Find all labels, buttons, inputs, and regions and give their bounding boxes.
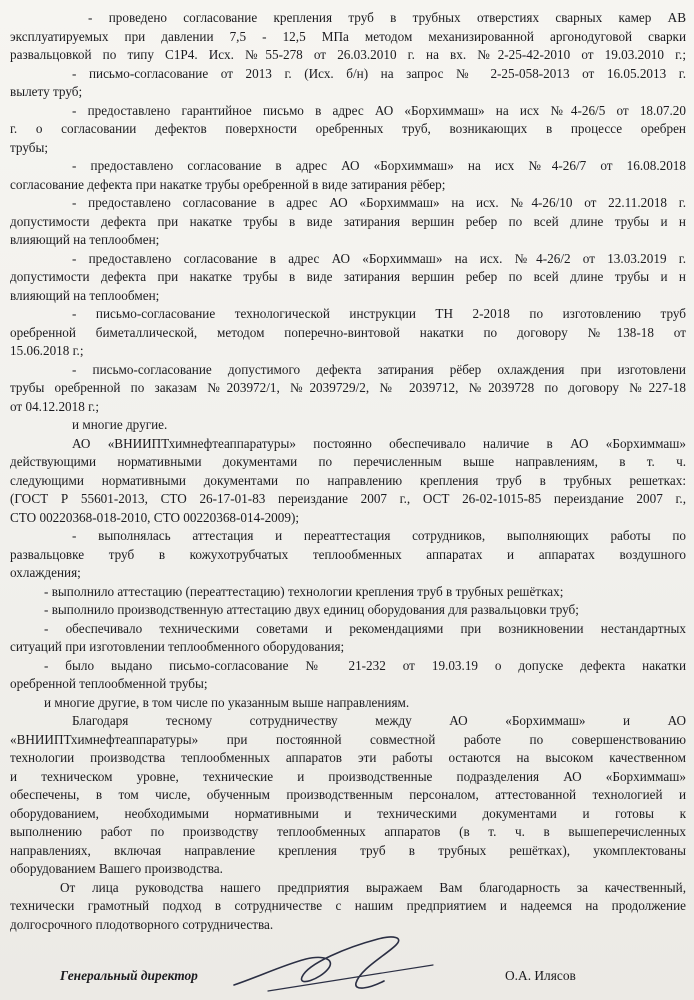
text-line: - предоставлено согласование в адрес АО «Борхиммаш» на исх. №4-26/2 от 13.03.2019 г. — [72, 250, 686, 266]
text-line: - проведено согласование крепления труб в трубных отверстиях сварных камер АВ — [88, 10, 686, 25]
text-line: - предоставлено согласование в адрес АО «Борхиммаш» на исх №4-26/7 от 16.08.2018 — [72, 158, 686, 173]
text-line: и многие другие, в том числе по указанным выше направлениям. — [44, 694, 410, 710]
text-line: развальцовке труб в кожухотрубчатых теплообменных аппаратах и аппаратах воздушного — [10, 546, 686, 562]
text-line: ситуаций при изготовлении теплообменного оборудования; — [10, 639, 345, 654]
text-line: влияющий на теплообмен; — [10, 232, 160, 247]
text-line: допустимости дефекта при накатке трубы в виде затирания вершин ребер по всей длине трубы и н — [10, 213, 686, 229]
text-line: согласование дефекта при накатке трубы оребренной в виде затирания рёбер; — [10, 176, 446, 192]
text-line: направлениях, включая направление крепления труб в трубных решётках), укомплектованы — [10, 842, 686, 858]
text-line: действующими нормативными документами по перечисленным выше направлениям, в т. ч. — [10, 454, 686, 469]
text-line: - выполнило аттестацию (переаттестацию) технологии крепления труб в трубных решётках; — [44, 583, 564, 599]
text-line: - выполнялась аттестация и переаттестация сотрудников, выполняющих работы по — [72, 528, 686, 543]
signatory-title: Генеральный директор — [60, 968, 198, 983]
text-line: технологии производства теплообменных аппаратов эти работы остаются на высоком качественном — [10, 750, 686, 765]
text-line: оборудованием Вашего производства. — [10, 861, 223, 876]
text-line: От лица руководства нашего предприятия выражаем Вам благодарность за качественный, — [60, 879, 686, 895]
text-line: обеспечены, в том числе, обученным производственным персоналом, аттестованной технологией и — [10, 787, 686, 802]
text-line: выполнению работ по производству теплообменных аппаратов (в т. ч. в вышеперечисленных — [10, 824, 686, 839]
text-line: эксплуатируемых при давлении 7,5 - 12,5 МПа методом механизированной аргонодуговой сварки — [10, 28, 686, 44]
text-line: трубы оребренной по заказам №203972/1, №2039729/2, № 2039712, №2039728 по договору №227-18 — [10, 380, 686, 395]
text-line: - предоставлено гарантийное письмо в адрес АО «Борхиммаш» на исх №4-26/5 от 18.07.20 — [72, 102, 686, 118]
text-line: - выполнило производственную аттестацию двух единиц оборудования для развальцовки труб; — [44, 602, 579, 617]
text-line: оребренной биметаллической, методом поперечно-винтовой накатки по договору №138-18 от — [10, 324, 686, 340]
text-line: от 04.12.2018 г.; — [10, 398, 100, 414]
text-line: «ВНИИПТхимнефтеаппаратуры» при постоянной совместной работе по совершенствованию — [10, 731, 686, 747]
text-line: - обеспечивало техническими советами и рекомендациями при возникновении нестандартных — [44, 620, 686, 636]
text-line: влияющий на теплообмен; — [10, 287, 160, 303]
text-line: АО «ВНИИПТхимнефтеаппаратуры» постоянно обеспечивало наличие в АО «Борхиммаш» — [72, 435, 686, 451]
text-line: СТО 00220368-018-2010, СТО 00220368-014-2009); — [10, 509, 300, 525]
text-line: (ГОСТ Р 55601-2013, СТО 26-17-01-83 переиздание 2007 г., ОСТ 26-02-1015-85 переиздание 2007 г., — [10, 491, 686, 506]
text-line: Благодаря тесному сотрудничеству между АО «Борхиммаш» и АО — [72, 713, 686, 728]
text-line: - предоставлено согласование в адрес АО «Борхиммаш» на исх. №4-26/10 от 22.11.2018 г. — [72, 195, 686, 210]
text-line: допустимости дефекта при накатке трубы в виде затирания вершин ребер по всей длине трубы и н — [10, 269, 686, 284]
text-line: - письмо-согласование технологической инструкции ТН 2-2018 по изготовлению труб — [72, 306, 686, 321]
signature-row — [0, 962, 694, 992]
text-line: следующими нормативными документами по направлению крепления труб в трубных решетках: — [10, 472, 686, 488]
text-line: оборудованием, необходимыми нормативными и техническими документами и готовы к — [10, 805, 686, 821]
text-line: долгосрочного плодотворного сотрудничества. — [10, 916, 274, 932]
text-line: развальцовкой по типу С1Р4. Исх. №55-278 от 26.03.2010 г. на вх. №2-25-42-2010 от 19.03.2010 г.; — [10, 47, 686, 62]
text-line: - письмо-согласование от 2013 г. (Исх. б/н) на запрос № 2-25-058-2013 от 16.05.2013 г. — [72, 65, 686, 81]
text-line: трубы; — [10, 139, 48, 155]
text-line: - было выдано письмо-согласование № 21-232 от 19.03.19 о допуске дефекта накатки — [44, 657, 686, 673]
text-line: и многие другие. — [72, 417, 168, 432]
text-line: и техническом уровне, технические и производственные подразделения АО «Борхиммаш» — [10, 768, 686, 784]
text-line: - письмо-согласование допустимого дефекта затирания рёбер охлаждения при изготовлени — [72, 361, 686, 377]
text-line: оребренной теплообменной трубы; — [10, 676, 208, 691]
text-line: г. о согласовании дефектов поверхности оребренных труб, возникающих в процессе оребрен — [10, 121, 686, 136]
text-line: охлаждения; — [10, 565, 81, 580]
text-line: вылету труб; — [10, 84, 83, 99]
text-line: технически грамотный подход в сотрудничестве с нашим предприятием и надеемся на продолжение — [10, 898, 686, 913]
text-line: 15.06.2018 г.; — [10, 343, 84, 358]
signatory-name: О.А. Илясов — [505, 968, 576, 983]
